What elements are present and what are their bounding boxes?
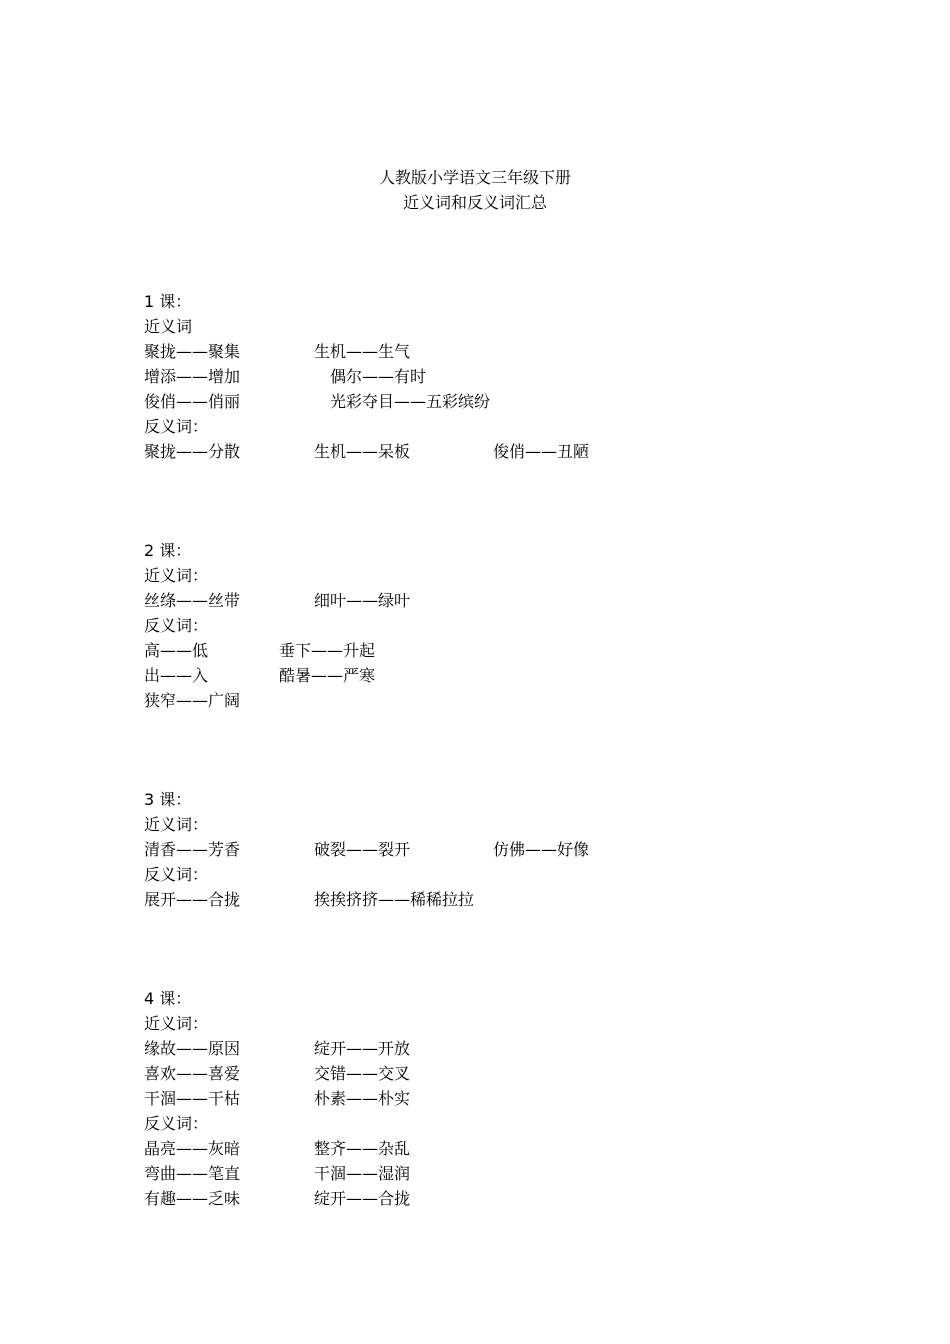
lesson4-antonym-pair: 晶亮——灰暗 bbox=[144, 1139, 241, 1158]
lesson2-synonym-label: 近义词： bbox=[144, 566, 209, 585]
lesson1-antonym-pair: 生机——呆板 bbox=[314, 442, 411, 461]
lesson1-synonym-pair: 聚拢——聚集 bbox=[144, 342, 241, 361]
lesson2-antonym-pair: 出——入 bbox=[144, 666, 209, 685]
lesson4-synonym-pair: 交错——交叉 bbox=[314, 1064, 411, 1083]
lesson3-antonym-pair: 展开——合拢 bbox=[144, 890, 241, 909]
lesson4-synonym-label: 近义词： bbox=[144, 1014, 209, 1033]
lesson3-synonym-pair: 清香——芳香 bbox=[144, 840, 241, 859]
lesson4-antonym-pair: 有趣——乏味 bbox=[144, 1189, 241, 1208]
lesson3-antonym-pair: 挨挨挤挤——稀稀拉拉 bbox=[314, 890, 475, 909]
lesson4-antonym-pair: 整齐——杂乱 bbox=[314, 1139, 411, 1158]
doc-subtitle: 近义词和反义词汇总 bbox=[402, 193, 547, 212]
lesson1-synonym-pair: 生机——生气 bbox=[314, 342, 411, 361]
lesson2-heading: 2 课： bbox=[144, 541, 192, 560]
lesson1-synonym-pair: 增添——增加 bbox=[144, 367, 241, 386]
lesson1-antonym-pair: 俊俏——丑陋 bbox=[493, 442, 590, 461]
lesson4-synonym-pair: 绽开——开放 bbox=[314, 1039, 411, 1058]
lesson1-antonym-pair: 聚拢——分散 bbox=[144, 442, 241, 461]
lesson4-antonym-pair: 弯曲——笔直 bbox=[144, 1164, 241, 1183]
lesson4-antonym-pair: 干涸——湿润 bbox=[314, 1164, 411, 1183]
lesson4-synonym-pair: 干涸——干枯 bbox=[144, 1089, 241, 1108]
lesson4-synonym-pair: 朴素——朴实 bbox=[314, 1089, 411, 1108]
lesson4-antonym-pair: 绽开——合拢 bbox=[314, 1189, 411, 1208]
lesson3-antonym-label: 反义词： bbox=[144, 865, 209, 884]
lesson3-synonym-label: 近义词： bbox=[144, 815, 209, 834]
lesson3-heading: 3 课： bbox=[144, 790, 192, 809]
lesson2-synonym-pair: 细叶——绿叶 bbox=[314, 591, 411, 610]
lesson4-synonym-pair: 喜欢——喜爱 bbox=[144, 1064, 241, 1083]
lesson2-antonym-label: 反义词： bbox=[144, 616, 209, 635]
lesson1-heading: 1 课： bbox=[144, 292, 192, 311]
lesson4-synonym-pair: 缘故——原因 bbox=[144, 1039, 241, 1058]
lesson1-antonym-label: 反义词： bbox=[144, 417, 209, 436]
lesson3-synonym-pair: 仿佛——好像 bbox=[493, 840, 590, 859]
lesson1-synonym-pair: 偶尔——有时 bbox=[330, 367, 427, 386]
lesson1-synonym-pair: 俊俏——俏丽 bbox=[144, 392, 241, 411]
lesson4-heading: 4 课： bbox=[144, 989, 192, 1008]
lesson2-synonym-pair: 丝绦——丝带 bbox=[144, 591, 241, 610]
lesson2-antonym-pair: 高——低 bbox=[144, 641, 209, 660]
lesson4-antonym-label: 反义词： bbox=[144, 1114, 209, 1133]
lesson2-antonym-pair: 狭窄——广阔 bbox=[144, 691, 241, 710]
lesson2-antonym-pair: 酷暑——严寒 bbox=[279, 666, 376, 685]
lesson1-synonym-pair: 光彩夺目——五彩缤纷 bbox=[330, 392, 491, 411]
lesson1-synonym-label: 近义词 bbox=[144, 317, 193, 336]
lesson3-synonym-pair: 破裂——裂开 bbox=[314, 840, 411, 859]
doc-title: 人教版小学语文三年级下册 bbox=[378, 168, 571, 187]
lesson2-antonym-pair: 垂下——升起 bbox=[279, 641, 376, 660]
